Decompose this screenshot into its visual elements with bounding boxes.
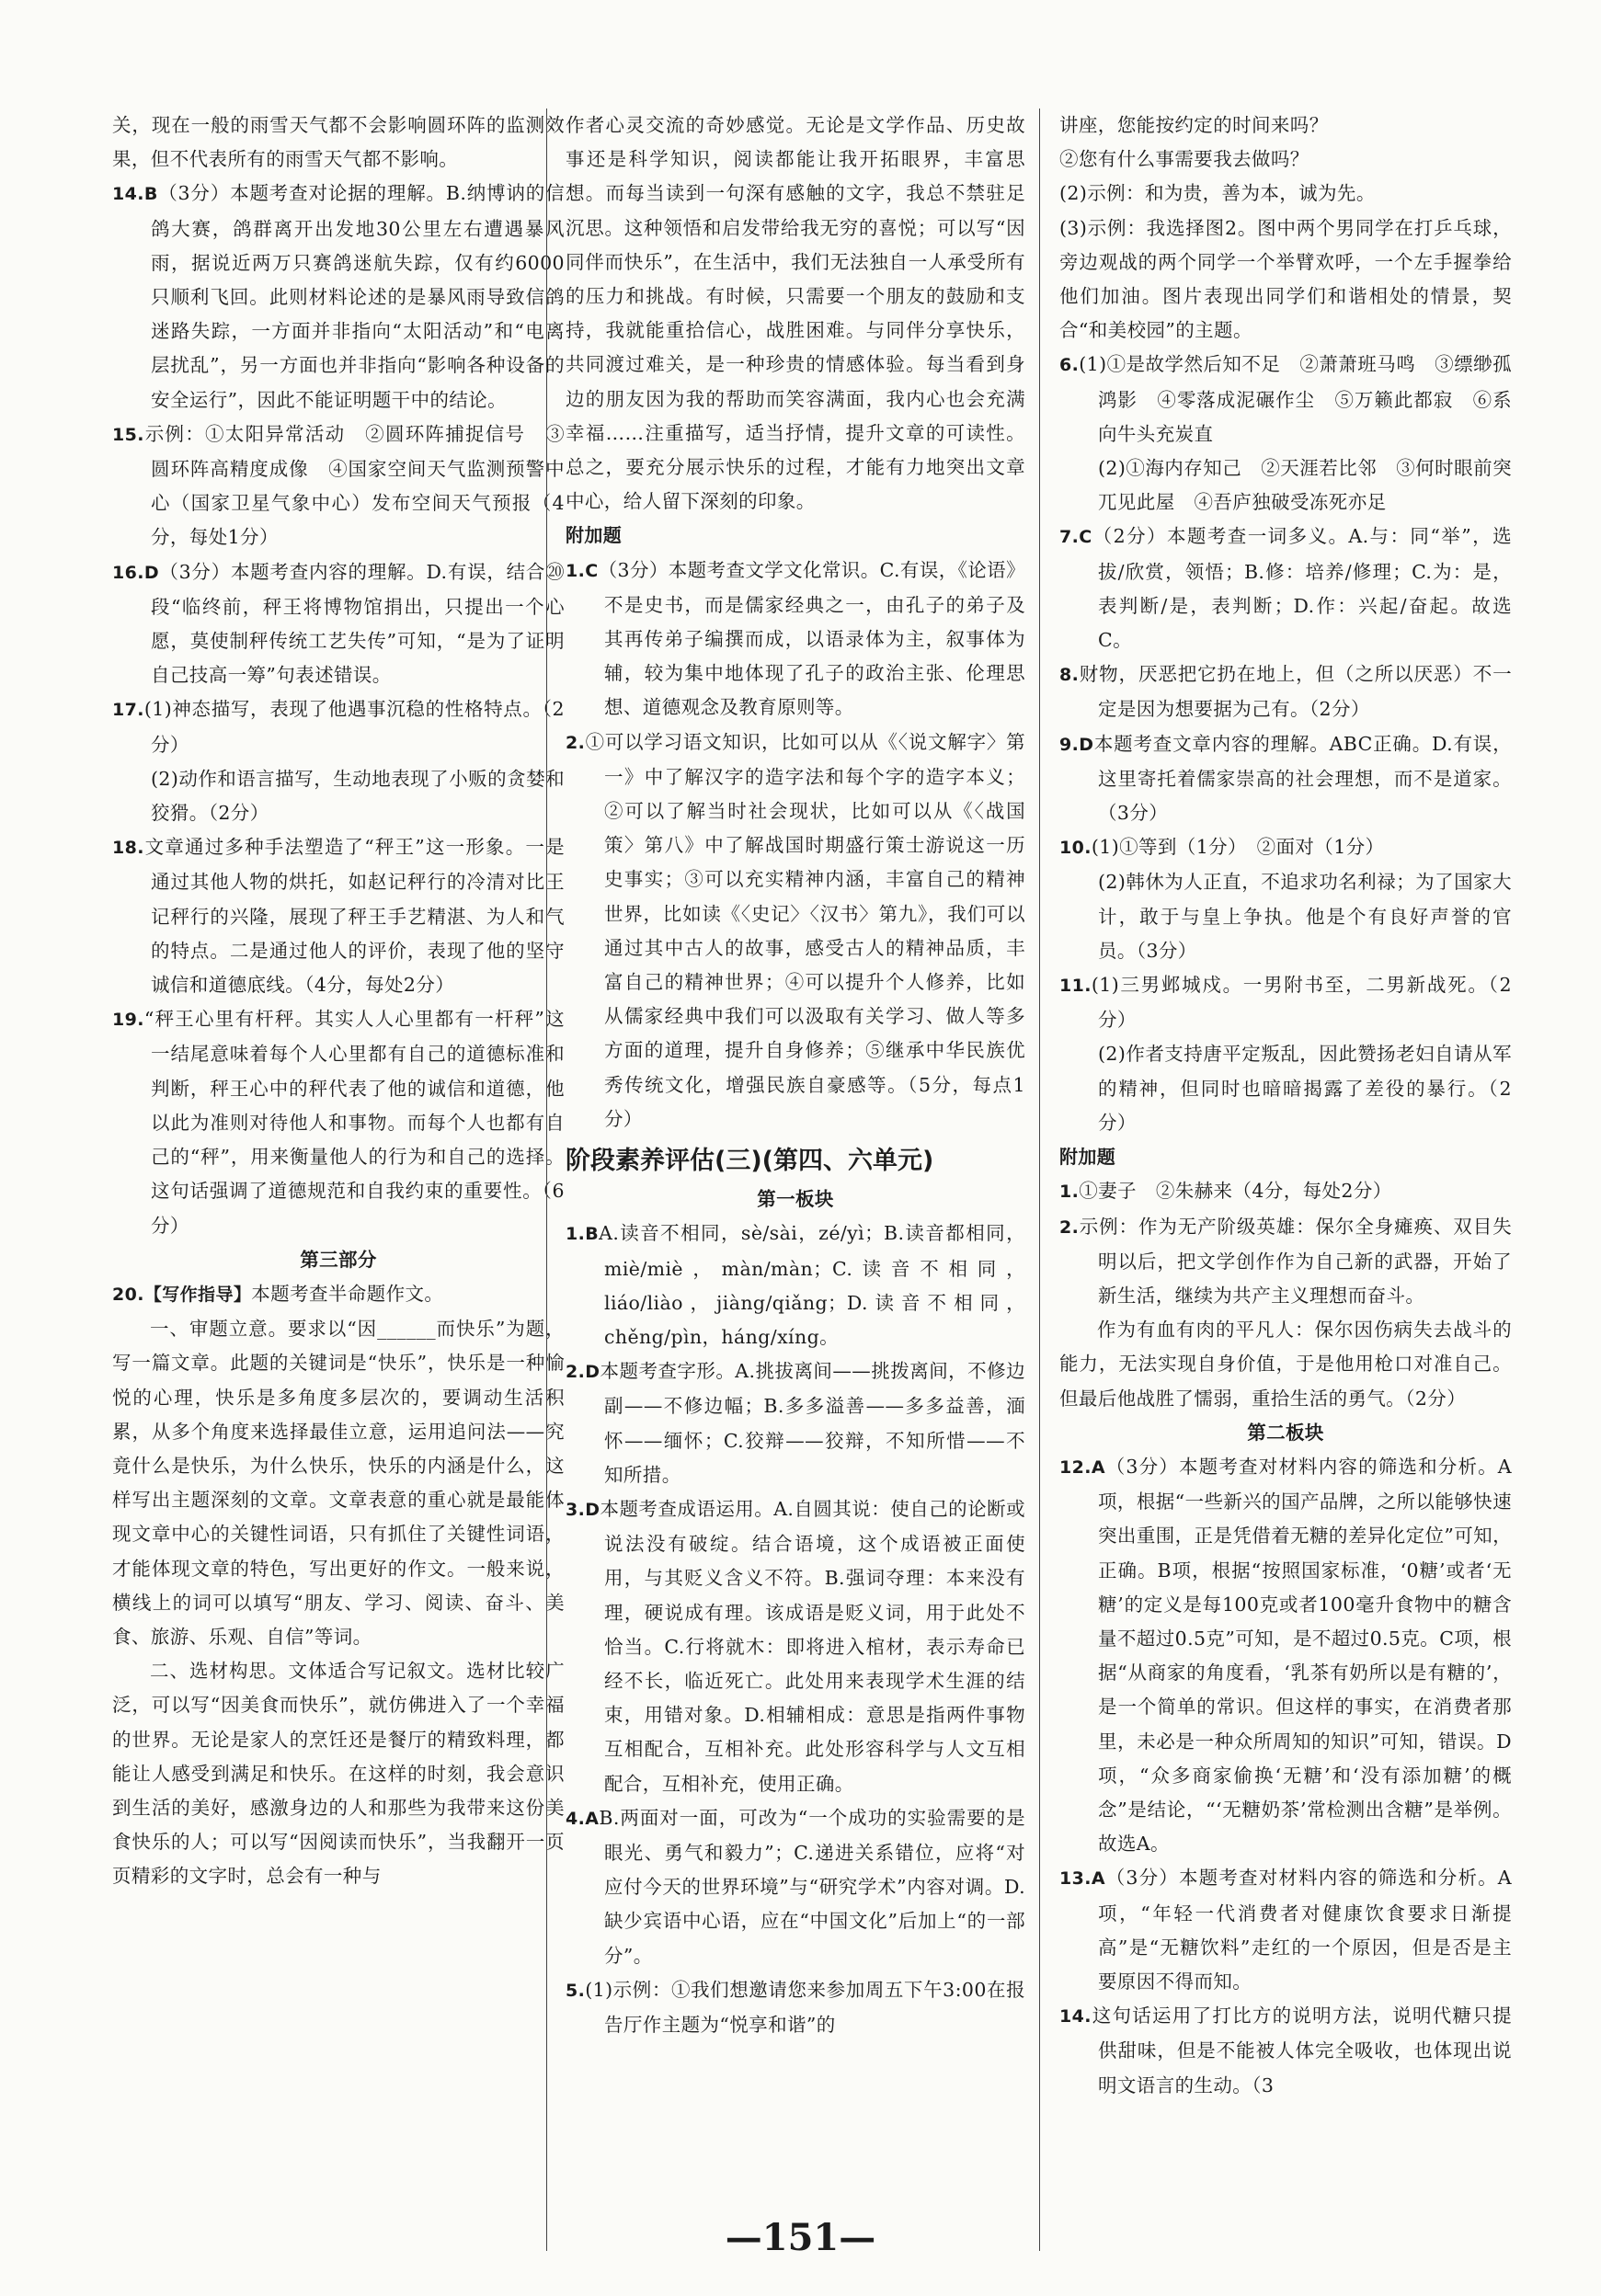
- answer-item: [1059, 1999, 1512, 2103]
- answer-item: [1059, 1861, 1512, 1999]
- paragraph: 二、选材构思。文体适合写记叙文。选材比较广泛，可以写“因美食而快乐”，就仿佛进入了一个幸福的世界。无论是家人的烹饪还是餐厅的精致料理，都能让人感受到满足和快乐。在这样的时刻，我会意识到生活的美好，感激身边的人和那些为我带来这份美食快乐的人；可以写“因阅读而快乐”，当我翻开一页页精彩的文字时，总会有一种与: [112, 1660, 565, 1888]
- paragraph: ②您有什么事需要我去做吗？: [1059, 148, 1309, 171]
- answer-choice: D: [585, 1362, 600, 1383]
- answer-item: [1059, 520, 1512, 657]
- paragraph: 关，现在一般的雨雪天气都不会影响圆环阵的监测效果，但不代表所有的雨雪天气都不影响。: [112, 114, 565, 171]
- question-number: 2.: [566, 1362, 586, 1383]
- answer-text: （3分）本题考查对材料内容的筛选和分析。A项，“年轻一代消费者对健康饮食要求日渐提高”是“无糖饮料”走红的一个原因，但是否是主要原因不得而知。: [1098, 1867, 1512, 1993]
- answer-item: [112, 417, 565, 555]
- answer-item: [566, 554, 1025, 725]
- question-number: 1.: [566, 1224, 586, 1245]
- question-number: 8.: [1059, 665, 1080, 686]
- answer-text: B.两面对一面，可改为“一个成功的实验需要的是眼光、勇气和毅力”；C.递进关系错位，应将“对应付今天的世界环境”与“研究学术”内容对调。D.缺少宾语中心语，应在“中国文化”后加上“的一部分”。: [599, 1806, 1025, 1967]
- answer-text: 本题考查半命题作文。: [251, 1282, 444, 1305]
- question-number: 12.: [1059, 1456, 1092, 1478]
- answer-subpart: (2)动作和语言描写，生动地表现了小贩的贪婪和狡猾。（2分）: [151, 767, 565, 825]
- answer-text: （3分）本题考查对论据的理解。B.纳博讷的信鸽大赛，鸽群离开出发地30公里左右遭遇暴风雨，据说近两万只赛鸽迷航失踪，仅有约6000只顺利飞回。此则材料论述的是暴风雨导致信鸽迷路失踪，一方面并非指向“太阳活动”和“电离层扰乱”，另一方面也并非指向“影响各种设备的安全运行”，因此不能证明题干中的结论。: [151, 182, 565, 411]
- answer-item: [566, 1801, 1025, 1973]
- answer-choice: D: [143, 562, 160, 583]
- question-number: 15.: [112, 424, 144, 445]
- answer-choice: 【写作指导】: [143, 1284, 252, 1305]
- answer-choice: B: [143, 184, 158, 205]
- paragraph: 讲座，您能按约定的时间来吗？: [1059, 114, 1329, 136]
- answer-item: [112, 555, 565, 693]
- answer-item: [1059, 727, 1512, 831]
- question-number: 4.: [566, 1808, 586, 1829]
- page-number: —151—: [725, 2216, 876, 2259]
- answer-item: [566, 725, 1025, 1137]
- section-heading: 第三部分: [300, 1248, 377, 1271]
- answer-choice: A: [585, 1808, 600, 1829]
- answer-item: [112, 1277, 565, 1312]
- question-number: 7.: [1059, 527, 1080, 548]
- question-number: 13.: [1059, 1868, 1092, 1890]
- answer-text: 本题考查文章内容的理解。ABC正确。D.有误，这里寄托着儒家崇高的社会理想，而不是道家。（3分）: [1093, 732, 1512, 825]
- answer-text: （3分）本题考查文学文化常识。C.有误，《论语》不是史书，而是儒家经典之一，由孔子的弟子及其再传弟子编撰而成，以语录体为主，叙事体为辅，较为集中地体现了孔子的政治主张、伦理思想、道德观念及教育原则等。: [598, 558, 1025, 719]
- question-number: 17.: [112, 700, 144, 721]
- answer-text: 本题考查成语运用。A.自圆其说：使自己的论断或说法没有破绽。结合语境，这个成语被正面使用，与其贬义含义不符。B.强词夺理：本来没有理，硬说成有理。该成语是贬义词，用于此处不恰当。C.行将就木：即将进入棺材，表示寿命已经不长，临近死亡。此处用来表现学术生涯的结束，用错对象。D.相辅相成：意思是指两件事物互相配合，互相补充。此处形容科学与人文互相配合，互相补充，使用正确。: [600, 1497, 1025, 1795]
- answer-text: (1)①是故学然后知不足 ②萧萧班马鸣 ③缥缈孤鸿影 ④零落成泥碾作尘 ⑤万籁此都寂 ⑥系向牛头充炭直: [1079, 353, 1512, 445]
- answer-item: [112, 1002, 565, 1242]
- answer-text: （3分）本题考查对材料内容的筛选和分析。A项，根据“一些新兴的国产品牌，之所以能够快速突出重围，正是凭借着无糖的差异化定位”可知，正确。B项，根据“按照国家标准，‘0糖’或者‘无糖’的定义是每100克或者100毫升食物中的糖含量不超过0.5克”可知，是不超过0.5克。C项，根据“从商家的角度看，‘乳茶有奶所以是有糖的’，是一个简单的常识。但这样的事实，在消费者那里，未必是一种众所周知的知识”可知，错误。D项，“众多商家偷换‘无糖’和‘没有添加糖’的概念”是结论，“‘无糖奶茶’常检测出含糖”是举例。故选A。: [1098, 1455, 1512, 1856]
- answer-item: [112, 830, 565, 1002]
- question-number: 3.: [566, 1499, 586, 1520]
- question-number: 6.: [1059, 355, 1080, 376]
- answer-text: A.读音不相同，sè/sài，zé/yì；B.读音都相同，miè/miè，màn/màn；C.读音不相同，liáo/liào，jiàng/qiǎng；D.读音不相同，chěng/pìn，háng/xíng。: [599, 1222, 1025, 1348]
- unit-title: 阶段素养评估(三)(第四、六单元): [566, 1147, 934, 1176]
- column-middle: [566, 109, 1025, 2042]
- answer-item: [1059, 830, 1512, 865]
- answer-item: [112, 177, 565, 417]
- section-heading: 第一板块: [757, 1188, 834, 1211]
- paragraph: 作者心灵交流的奇妙感觉。无论是文学作品、历史故事还是科学知识，阅读都能让我开拓眼界，丰富思想。而每当读到一句深有感触的文字，我总不禁驻足沉思。这种领悟和启发带给我无穷的喜悦；可以写“因同伴而快乐”，在生活中，我们无法独自一人承受所有的压力和挑战。有时候，只需要一个朋友的鼓励和支持，我就能重拾信心，战胜困难。与同伴分享快乐，共同渡过难关，是一种珍贵的情感体验。每当看到身边的朋友因为我的帮助而笑容满面，我内心也会充满幸福……注重描写，适当抒情，提升文章的可读性。总之，要充分展示快乐的过程，才能有力地突出文章中心，给人留下深刻的印象。: [566, 114, 1025, 513]
- question-number: 1.: [1059, 1182, 1080, 1203]
- question-number: 10.: [1059, 838, 1092, 859]
- column-divider: [1039, 109, 1040, 2251]
- answer-item: [1059, 348, 1512, 451]
- answer-text: 文章通过多种手法塑造了“秤王”这一形象。一是通过其他人物的烘托，如赵记秤行的冷清对比王记秤行的兴隆，展现了秤王手艺精湛、为人和气的特点。二是通过他人的评价，表现了他的坚守诚信和道德底线。（4分，每处2分）: [143, 836, 565, 997]
- answer-text: 本题考查字形。A.挑拔离间——挑拨离间，不修边副——不修边幅；B.多多溢善——多多益善，湎怀——缅怀；C.狡辩——狡辩，不知所惜——不知所措。: [600, 1360, 1025, 1486]
- bonus-heading: 附加题: [1059, 1146, 1116, 1169]
- answer-item: [566, 1492, 1025, 1801]
- paragraph: 作为有血有肉的平凡人：保尔因伤病失去战斗的能力，无法实现自身价值，于是他用枪口对准自己。但最后他战胜了懦弱，重拾生活的勇气。（2分）: [1059, 1319, 1512, 1410]
- question-number: 1.: [566, 560, 586, 581]
- question-number: 5.: [566, 1980, 586, 2001]
- answer-text: (1)三男邺城戍。一男附书至，二男新战死。（2分）: [1091, 974, 1512, 1032]
- question-number: 2.: [1059, 1217, 1080, 1238]
- question-number: 16.: [112, 562, 144, 583]
- answer-item: [1059, 1174, 1512, 1209]
- answer-subpart: (2)作者支持唐平定叛乱，因此赞扬老妇自请从军的精神，但同时也暗暗揭露了差役的暴行。（2分）: [1098, 1043, 1512, 1134]
- answer-text: 示例：①太阳异常活动 ②圆环阵捕捉信号 ③圆环阵高精度成像 ④国家空间天气监测预警中心（国家卫星气象中心）发布空间天气预报（4分，每处1分）: [143, 422, 565, 549]
- question-number: 11.: [1059, 976, 1092, 997]
- answer-text: 这句话运用了打比方的说明方法，说明代糖只提供甜味，但是不能被人体完全吸收，也体现出说明文语言的生动。（3: [1091, 2005, 1512, 2096]
- answer-subpart: (2)①海内存知己 ②天涯若比邻 ③何时眼前突兀见此屋 ④吾庐独破受冻死亦足: [1098, 457, 1512, 514]
- question-number: 20.: [112, 1284, 144, 1305]
- answer-text: （2分）本题考查一词多义。A.与：同“举”，选拔/欣赏，领悟；B.修：培养/修理；C.为：是，表判断/是，表判断；D.作：兴起/奋起。故选C。: [1092, 525, 1512, 652]
- question-number: 19.: [112, 1010, 144, 1031]
- answer-text: (1)神态描写，表现了他遇事沉稳的性格特点。（2分）: [143, 698, 565, 756]
- answer-text: （3分）本题考查内容的理解。D.有误，结合⑳段“临终前，秤王将博物馆捐出，只提出一个心愿，莫使制秤传统工艺失传”可知，“是为了证明自己技高一筹”句表述错误。: [151, 560, 565, 687]
- answer-text: ①可以学习语文知识，比如可以从《〈说文解字〉第一》中了解汉字的造字法和每个字的造字本义；②可以了解当时社会现状，比如可以从《〈战国策〉第八》中了解战国时期盛行策士游说这一历史事实；③可以充实精神内涵，丰富自己的精神世界，比如读《〈史记〉〈汉书〉第九》，我们可以通过其中古人的故事，感受古人的精神品质，丰富自己的精神世界；④可以提升个人修养，比如从儒家经典中我们可以汲取有关学习、做人等多方面的道理，提升自身修养；⑤继承中华民族优秀传统文化，增强民族自豪感等。（5分，每点1分）: [585, 730, 1025, 1130]
- answer-item: [566, 1217, 1025, 1354]
- paragraph: (3)示例：我选择图2。图中两个男同学在打乒乓球，旁边观战的两个同学一个举臂欢呼，一个左手握拳给他们加油。图片表现出同学们和谐相处的情景，契合“和美校园”的主题。: [1059, 216, 1512, 342]
- answer-item: [566, 1973, 1025, 2042]
- answer-item: [112, 692, 565, 761]
- answer-text: (1)①等到（1分） ②面对（1分）: [1091, 836, 1385, 859]
- question-number: 18.: [112, 838, 144, 859]
- question-number: 14.: [1059, 2006, 1092, 2028]
- answer-choice: D: [585, 1499, 600, 1520]
- answer-choice: D: [1079, 734, 1094, 755]
- question-number: 2.: [566, 732, 586, 753]
- answer-item: [1059, 657, 1512, 726]
- answer-choice: C: [1079, 527, 1092, 548]
- answer-item: [1059, 1210, 1512, 1314]
- answer-item: [1059, 968, 1512, 1037]
- question-number: 9.: [1059, 734, 1080, 755]
- question-number: 14.: [112, 184, 144, 205]
- paragraph: 一、审题立意。要求以“因______而快乐”为题，写一篇文章。此题的关键词是“快乐”，快乐是一种愉悦的心理，快乐是多角度多层次的，要调动生活积累，从多个角度来选择最佳立意，运用追问法——究竟什么是快乐，为什么快乐，快乐的内涵是什么，这样写出主题深刻的文章。文章表意的重心就是最能体现文章中心的关键性词语，只有抓住了关键性词语，才能体现文章的特色，写出更好的作文。一般来说，横线上的词可以填写“朋友、学习、阅读、奋斗、美食、旅游、乐观、自信”等词。: [112, 1318, 565, 1648]
- paragraph: (2)示例：和为贵，善为本，诚为先。: [1059, 182, 1376, 205]
- answer-item: [1059, 1450, 1512, 1861]
- answer-choice: C: [585, 560, 599, 581]
- answer-choice: A: [1091, 1868, 1105, 1890]
- answer-text: ①妻子 ②朱赫来（4分，每处2分）: [1079, 1180, 1392, 1203]
- answer-item: [566, 1354, 1025, 1492]
- answer-text: 示例：作为无产阶级英雄：保尔全身瘫痪、双目失明以后，把文学创作作为自己新的武器，开始了新生活，继续为共产主义理想而奋斗。: [1079, 1215, 1512, 1307]
- answer-text: “秤王心里有杆秤。其实人人心里都有一杆秤”这一结尾意味着每个人心里都有自己的道德标准和判断，秤王心中的秤代表了他的诚信和道德，他以此为准则对待他人和事物。而每个人也都有自己的“秤”，用来衡量他人的行为和自己的选择。这句话强调了道德规范和自我约束的重要性。（6分）: [143, 1008, 565, 1237]
- column-left: [112, 109, 565, 1894]
- section-heading: 第二板块: [1247, 1421, 1324, 1444]
- bonus-heading: 附加题: [566, 524, 623, 547]
- answer-choice: B: [585, 1224, 600, 1245]
- column-right: [1059, 109, 1512, 2103]
- column-divider: [546, 109, 547, 2251]
- answer-choice: A: [1091, 1456, 1105, 1478]
- answer-text: 财物，厌恶把它扔在地上，但（之所以厌恶）不一定是因为想要据为己有。（2分）: [1079, 663, 1512, 721]
- answer-text: (1)示例：①我们想邀请您来参加周五下午3:00在报告厅作主题为“悦享和谐”的: [585, 1978, 1025, 2036]
- answer-subpart: (2)韩休为人正直，不追求功名利禄；为了国家大计，敢于与皇上争执。他是个有良好声誉的官员。（3分）: [1098, 871, 1512, 962]
